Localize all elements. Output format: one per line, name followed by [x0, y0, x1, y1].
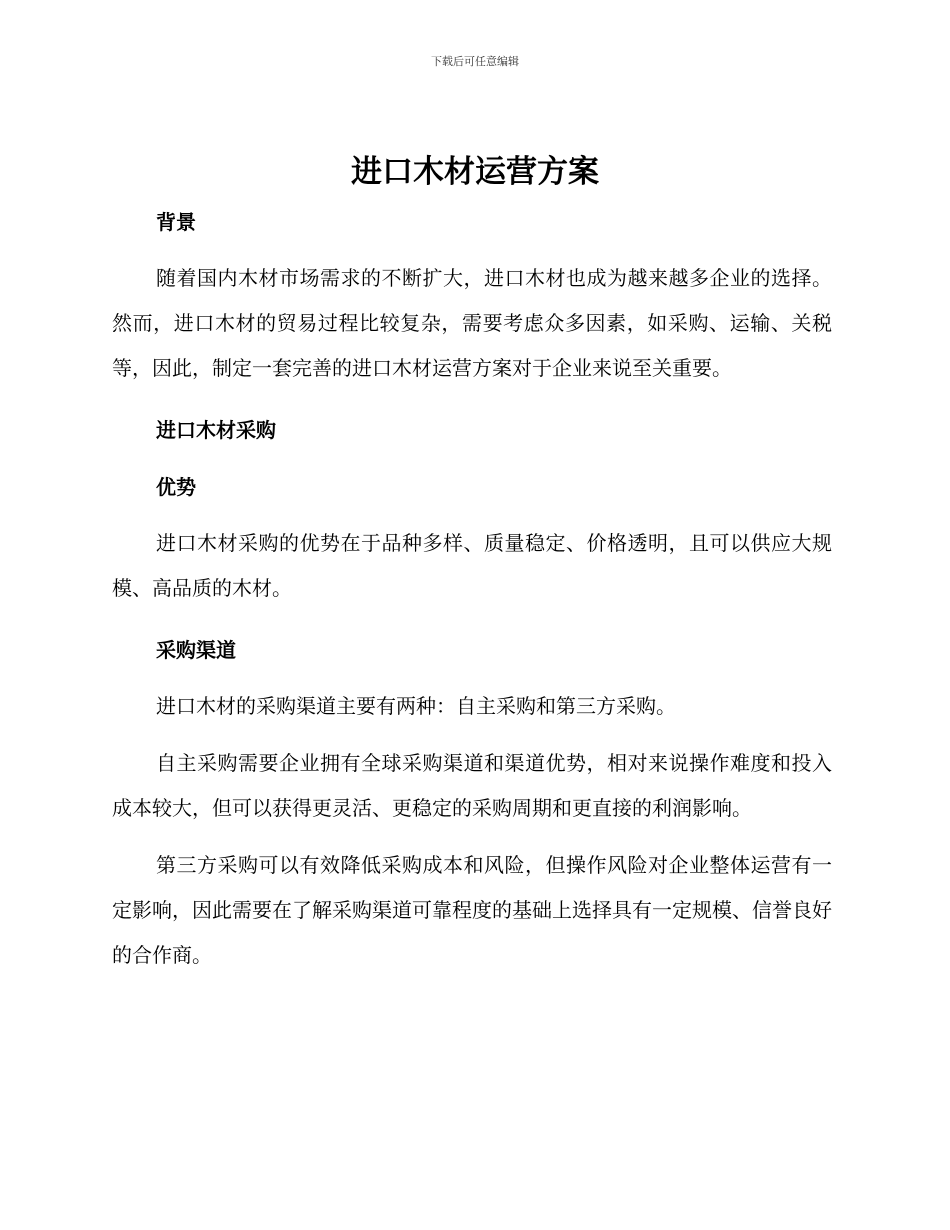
- heading-procurement: 进口木材采购: [156, 418, 276, 442]
- paragraph-background: 随着国内木材市场需求的不断扩大，进口木材也成为越来越多企业的选择。然而，进口木材的贸易过程比较复杂，需要考虑众多因素，如采购、运输、关税等，因此，制定一套完善的进口木材运营方案对于企业来说至关重要。: [112, 266, 832, 380]
- page-header-note: 下载后可任意编辑: [431, 55, 519, 68]
- paragraph-advantage: 进口木材采购的优势在于品种多样、质量稳定、价格透明，且可以供应大规模、高品质的木材。: [112, 531, 832, 600]
- heading-background: 背景: [156, 210, 196, 234]
- document-body: [112, 204, 832, 978]
- heading-channels: 采购渠道: [156, 638, 236, 662]
- paragraph-third-party: 第三方采购可以有效降低采购成本和风险，但操作风险对企业整体运营有一定影响，因此需要在了解采购渠道可靠程度的基础上选择具有一定规模、信誉良好的合作商。: [112, 853, 832, 967]
- document-title: 进口木材运营方案: [351, 154, 599, 190]
- paragraph-self-procurement: 自主采购需要企业拥有全球采购渠道和渠道优势，相对来说操作难度和投入成本较大，但可以获得更灵活、更稳定的采购周期和更直接的利润影响。: [112, 751, 832, 820]
- heading-advantage: 优势: [156, 475, 196, 499]
- paragraph-channels-intro: 进口木材的采购渠道主要有两种：自主采购和第三方采购。: [156, 694, 676, 718]
